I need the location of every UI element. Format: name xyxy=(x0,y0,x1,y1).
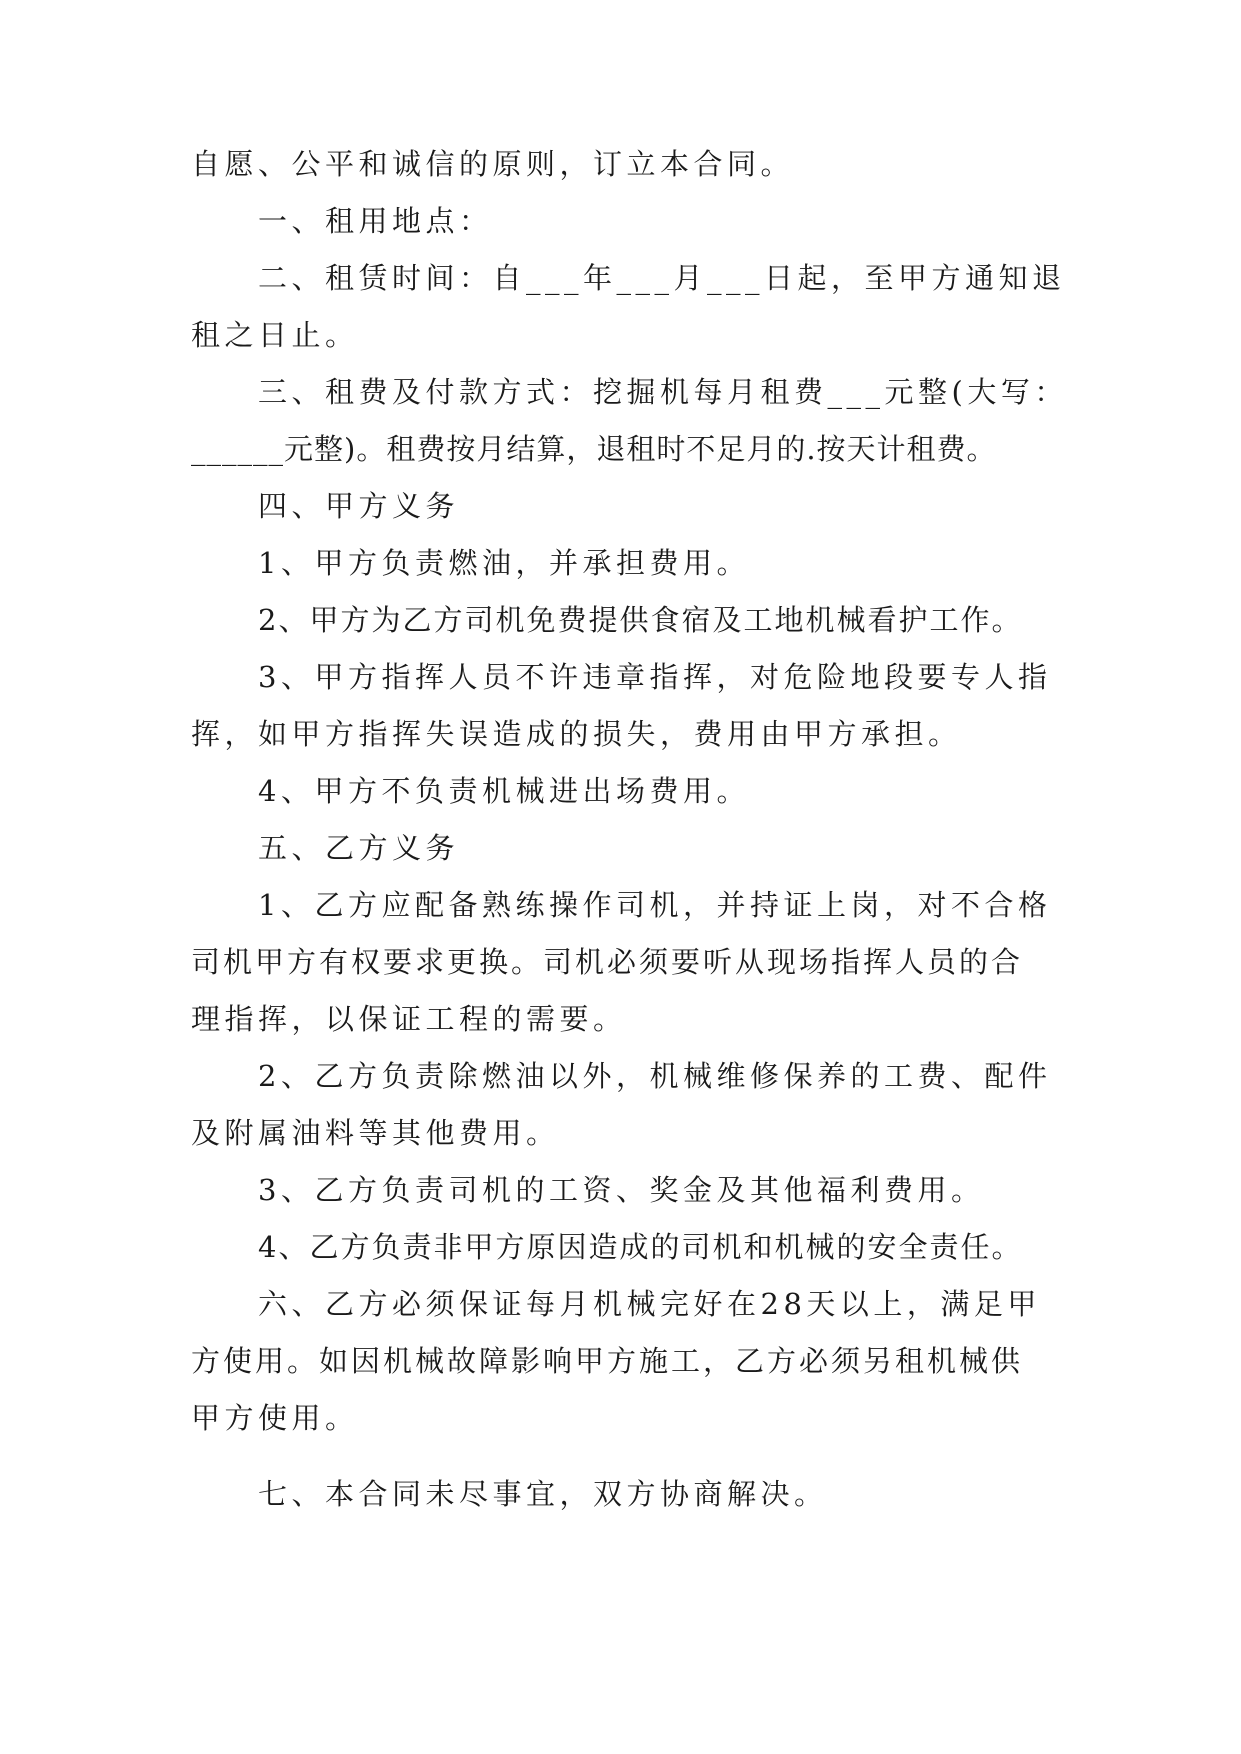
text-line: 3、乙方负责司机的工资、奖金及其他福利费用。 xyxy=(258,1173,985,1207)
text-line: 1、乙方应配备熟练操作司机，并持证上岗，对不合格 xyxy=(258,888,1052,922)
text-line: 七、本合同未尽事宜，双方协商解决。 xyxy=(258,1477,828,1511)
text-line: 3、甲方指挥人员不许违章指挥，对危险地段要专人指 xyxy=(258,660,1052,694)
text-line: 2、甲方为乙方司机免费提供食宿及工地机械看护工作。 xyxy=(258,603,1023,637)
text-line: 4、甲方不负责机械进出场费用。 xyxy=(258,774,750,808)
text-line: 理指挥，以保证工程的需要。 xyxy=(191,1002,627,1036)
section-heading: 四、甲方义务 xyxy=(258,489,460,523)
text-line: 方使用。如因机械故障影响甲方施工，乙方必须另租机械供 xyxy=(191,1344,1024,1378)
text-line: 1、甲方负责燃油，并承担费用。 xyxy=(258,546,750,580)
text-line: 三、租费及付款方式：挖掘机每月租费___元整(大写： xyxy=(258,375,1068,409)
text-line: 二、租赁时间：自___年___月___日起，至甲方通知退 xyxy=(258,261,1066,295)
text-line: 及附属油料等其他费用。 xyxy=(191,1116,560,1150)
text-line: 4、乙方负责非甲方原因造成的司机和机械的安全责任。 xyxy=(258,1230,1023,1264)
text-line: 司机甲方有权要求更换。司机必须要听从现场指挥人员的合 xyxy=(191,945,1024,979)
section-heading: 五、乙方义务 xyxy=(258,831,460,865)
text-line: ______元整)。租费按月结算，退租时不足月的.按天计租费。 xyxy=(191,432,997,466)
text-line: 自愿、公平和诚信的原则，订立本合同。 xyxy=(191,147,795,181)
text-line: 六、乙方必须保证每月机械完好在28天以上，满足甲 xyxy=(258,1287,1041,1321)
text-line: 挥，如甲方指挥失误造成的损失，费用由甲方承担。 xyxy=(191,717,962,751)
text-line: 一、租用地点： xyxy=(258,204,493,238)
text-line: 2、乙方负责除燃油以外，机械维修保养的工费、配件 xyxy=(258,1059,1052,1093)
text-line: 甲方使用。 xyxy=(191,1401,359,1435)
text-line: 租之日止。 xyxy=(191,318,359,352)
